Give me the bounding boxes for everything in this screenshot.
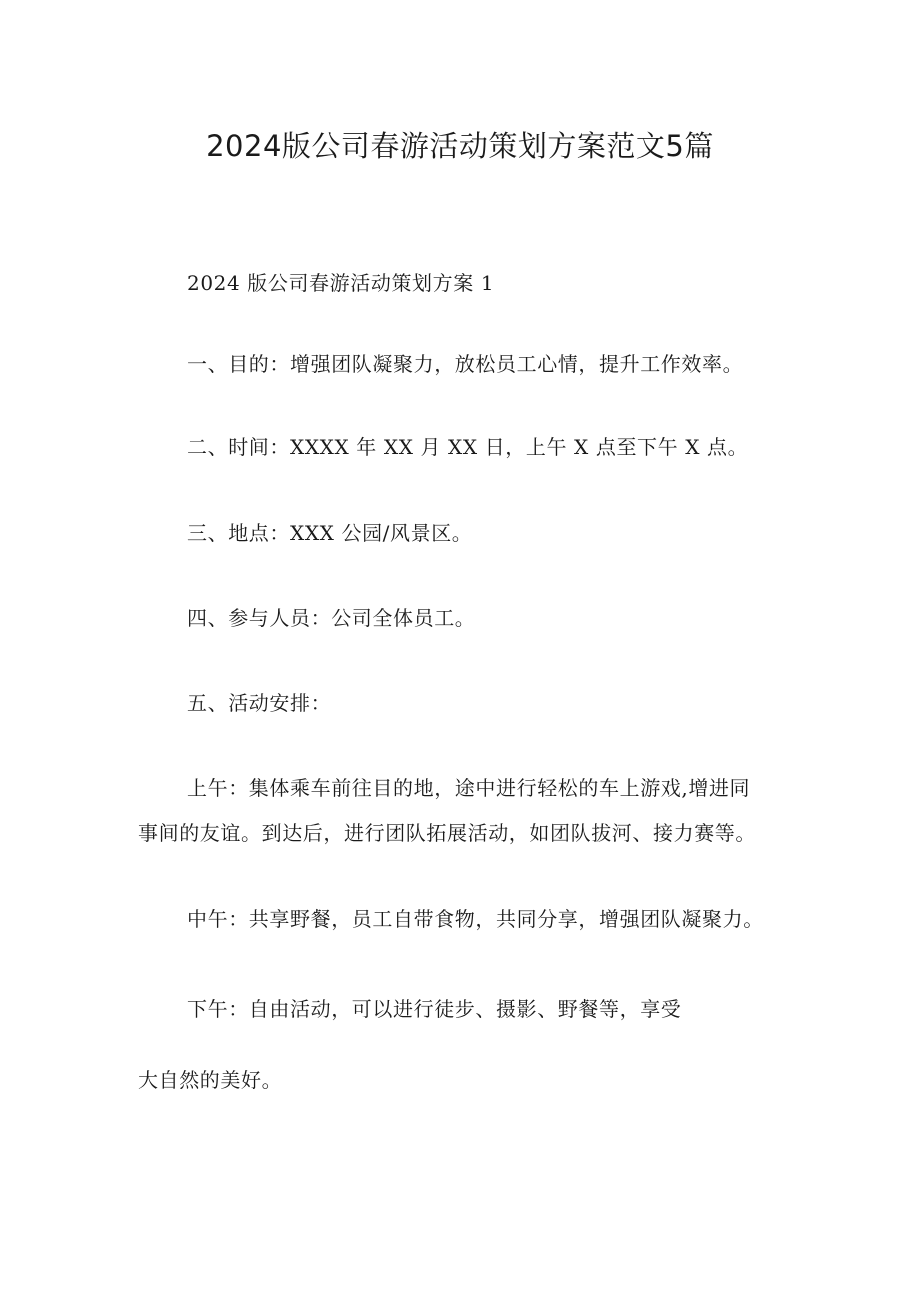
paragraph-time: 二、时间：XXXX 年 XX 月 XX 日，上午 X 点至下午 X 点。 <box>187 435 749 459</box>
section-heading: 2024 版公司春游活动策划方案 1 <box>187 271 495 295</box>
paragraph-location: 三、地点：XXX 公园/风景区。 <box>187 521 473 545</box>
paragraph-afternoon-line-2: 大自然的美好。 <box>138 1068 283 1092</box>
paragraph-noon: 中午：共享野餐，员工自带食物，共同分享，增强团队凝聚力。 <box>187 907 764 931</box>
paragraph-schedule-heading: 五、活动安排： <box>187 691 332 715</box>
paragraph-participants: 四、参与人员：公司全体员工。 <box>187 606 476 630</box>
paragraph-morning-line-2: 事间的友谊。到达后，进行团队拓展活动，如团队拔河、接力赛等。 <box>138 821 756 845</box>
paragraph-morning-line-1: 上午：集体乘车前往目的地，途中进行轻松的车上游戏,增进同 <box>187 776 751 800</box>
paragraph-afternoon-line-1: 下午：自由活动，可以进行徒步、摄影、野餐等，享受 <box>187 997 682 1021</box>
document-title: 2024版公司春游活动策划方案范文5篇 <box>206 129 714 163</box>
paragraph-purpose: 一、目的：增强团队凝聚力，放松员工心情，提升工作效率。 <box>187 352 744 376</box>
